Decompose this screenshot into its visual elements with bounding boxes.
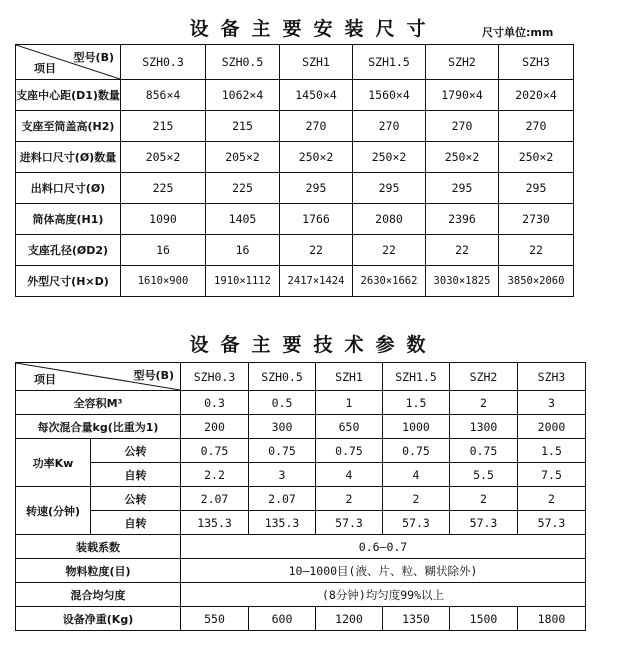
table-cell: 2 — [518, 487, 586, 511]
table-cell: 16 — [206, 235, 280, 266]
row-label: 功率Kw — [16, 439, 91, 487]
sub-row-label: 公转 — [91, 487, 181, 511]
table-cell: 0.5 — [249, 391, 316, 415]
table-cell: 22 — [426, 235, 499, 266]
row-label: 出料口尺寸(Ø) — [16, 173, 121, 204]
model-header: SZH2 — [426, 45, 499, 80]
table-cell: (8分钟)均匀度99%以上 — [181, 583, 586, 607]
table-cell: 57.3 — [518, 511, 586, 535]
table-row — [16, 535, 586, 559]
table-cell: 7.5 — [518, 463, 586, 487]
table-cell: 295 — [499, 173, 574, 204]
table-cell: 0.75 — [316, 439, 383, 463]
model-header: SZH1.5 — [353, 45, 426, 80]
table-row — [16, 463, 586, 487]
row-label: 外型尺寸(H×D) — [16, 266, 121, 297]
table-cell: 250×2 — [499, 142, 574, 173]
table-cell: 1610×900 — [121, 266, 206, 297]
table-corner-header — [16, 45, 121, 80]
model-header: SZH1.5 — [383, 363, 450, 391]
table-cell: 3850×2060 — [499, 266, 574, 297]
table-cell: 1405 — [206, 204, 280, 235]
table-cell: 2.2 — [181, 463, 249, 487]
table-cell: 2080 — [353, 204, 426, 235]
model-header: SZH1 — [280, 45, 353, 80]
table-cell: 200 — [181, 415, 249, 439]
table-cell: 22 — [280, 235, 353, 266]
table-cell: 600 — [249, 607, 316, 631]
table-cell: 2 — [450, 391, 518, 415]
model-header: SZH3 — [518, 363, 586, 391]
model-header: SZH2 — [450, 363, 518, 391]
table-cell: 1766 — [280, 204, 353, 235]
table-cell: 2000 — [518, 415, 586, 439]
table-cell: 2 — [383, 487, 450, 511]
table-row — [16, 173, 574, 204]
table-cell: 295 — [353, 173, 426, 204]
table-row — [16, 559, 586, 583]
sub-row-label: 公转 — [91, 439, 181, 463]
table-cell: 1790×4 — [426, 80, 499, 111]
table-row — [16, 607, 586, 631]
row-label: 装载系数 — [16, 535, 181, 559]
row-label: 设备净重(Kg) — [16, 607, 181, 631]
table-cell: 215 — [206, 111, 280, 142]
model-header: SZH1 — [316, 363, 383, 391]
model-header: SZH3 — [499, 45, 574, 80]
table-cell: 250×2 — [280, 142, 353, 173]
table-cell: 1910×1112 — [206, 266, 280, 297]
table-cell: 0.6—0.7 — [181, 535, 586, 559]
table-row — [16, 204, 574, 235]
model-header-label: 型号(B) — [73, 51, 114, 64]
table-row — [16, 583, 586, 607]
table-cell: 4 — [383, 463, 450, 487]
table-cell: 295 — [280, 173, 353, 204]
row-label: 每次混合量kg(比重为1) — [16, 415, 181, 439]
table-cell: 2730 — [499, 204, 574, 235]
table-cell: 57.3 — [383, 511, 450, 535]
table-cell: 295 — [426, 173, 499, 204]
table-cell: 0.75 — [181, 439, 249, 463]
table-cell: 650 — [316, 415, 383, 439]
table-cell: 1090 — [121, 204, 206, 235]
installation-size-table — [15, 44, 574, 297]
technical-parameters-table — [15, 362, 586, 631]
table-corner-header — [16, 363, 181, 391]
technical-parameters-title: 设备主要技术参数 — [189, 334, 438, 356]
table-cell: 270 — [426, 111, 499, 142]
table-cell: 250×2 — [426, 142, 499, 173]
table-cell: 2 — [450, 487, 518, 511]
table-cell: 3030×1825 — [426, 266, 499, 297]
table-cell: 2417×1424 — [280, 266, 353, 297]
unit-note: 尺寸单位:mm — [482, 26, 554, 39]
table-cell: 1.5 — [518, 439, 586, 463]
table-cell: 225 — [121, 173, 206, 204]
row-label: 支座至筒盖高(H2) — [16, 111, 121, 142]
table-cell: 2.07 — [249, 487, 316, 511]
model-header: SZH0.3 — [121, 45, 206, 80]
table-cell: 1560×4 — [353, 80, 426, 111]
model-header: SZH0.5 — [249, 363, 316, 391]
row-label: 物料粒度(目) — [16, 559, 181, 583]
table-cell: 1000 — [383, 415, 450, 439]
table-row — [16, 511, 586, 535]
item-header-label: 项目 — [34, 373, 56, 386]
table-cell: 225 — [206, 173, 280, 204]
table-cell: 16 — [121, 235, 206, 266]
model-header: SZH0.3 — [181, 363, 249, 391]
table-cell: 3 — [518, 391, 586, 415]
table-row — [16, 266, 574, 297]
table-cell: 0.75 — [383, 439, 450, 463]
model-header: SZH0.5 — [206, 45, 280, 80]
table-cell: 10—1000目(液、片、粒、糊状除外) — [181, 559, 586, 583]
table-cell: 270 — [353, 111, 426, 142]
installation-size-title: 设备主要安装尺寸 — [189, 18, 438, 40]
table-cell: 2 — [316, 487, 383, 511]
table-cell: 1800 — [518, 607, 586, 631]
table-cell: 215 — [121, 111, 206, 142]
table-row — [16, 415, 586, 439]
table-cell: 550 — [181, 607, 249, 631]
table-row — [16, 111, 574, 142]
table-cell: 1 — [316, 391, 383, 415]
sub-row-label: 自转 — [91, 511, 181, 535]
row-label: 支座中心距(D1)数量 — [16, 80, 121, 111]
table-cell: 1062×4 — [206, 80, 280, 111]
table-row — [16, 235, 574, 266]
table-cell: 2.07 — [181, 487, 249, 511]
table-row — [16, 80, 574, 111]
table-cell: 2630×1662 — [353, 266, 426, 297]
item-header-label: 项目 — [34, 62, 56, 75]
row-label: 转速(分钟) — [16, 487, 91, 535]
table-cell: 4 — [316, 463, 383, 487]
table-cell: 57.3 — [450, 511, 518, 535]
table-cell: 270 — [280, 111, 353, 142]
table-cell: 250×2 — [353, 142, 426, 173]
table-cell: 1500 — [450, 607, 518, 631]
row-label: 混合均匀度 — [16, 583, 181, 607]
table-row — [16, 391, 586, 415]
row-label: 筒体高度(H1) — [16, 204, 121, 235]
table-row — [16, 487, 586, 511]
table-cell: 2396 — [426, 204, 499, 235]
table-cell: 135.3 — [181, 511, 249, 535]
table-cell: 5.5 — [450, 463, 518, 487]
table-cell: 0.75 — [249, 439, 316, 463]
table-cell: 22 — [499, 235, 574, 266]
table-cell: 1350 — [383, 607, 450, 631]
model-header-label: 型号(B) — [133, 369, 174, 382]
table-cell: 205×2 — [206, 142, 280, 173]
table-cell: 300 — [249, 415, 316, 439]
table-cell: 2020×4 — [499, 80, 574, 111]
table-cell: 22 — [353, 235, 426, 266]
table-cell: 1.5 — [383, 391, 450, 415]
table-row — [16, 142, 574, 173]
row-label: 支座孔径(ØD2) — [16, 235, 121, 266]
table-cell: 205×2 — [121, 142, 206, 173]
table-cell: 1450×4 — [280, 80, 353, 111]
table-cell: 856×4 — [121, 80, 206, 111]
table-row — [16, 439, 586, 463]
table-cell: 270 — [499, 111, 574, 142]
table-cell: 0.75 — [450, 439, 518, 463]
table-cell: 1200 — [316, 607, 383, 631]
row-label: 全容积M³ — [16, 391, 181, 415]
table-cell: 135.3 — [249, 511, 316, 535]
table-cell: 3 — [249, 463, 316, 487]
table-cell: 1300 — [450, 415, 518, 439]
table-cell: 0.3 — [181, 391, 249, 415]
table-cell: 57.3 — [316, 511, 383, 535]
sub-row-label: 自转 — [91, 463, 181, 487]
row-label: 进料口尺寸(Ø)数量 — [16, 142, 121, 173]
